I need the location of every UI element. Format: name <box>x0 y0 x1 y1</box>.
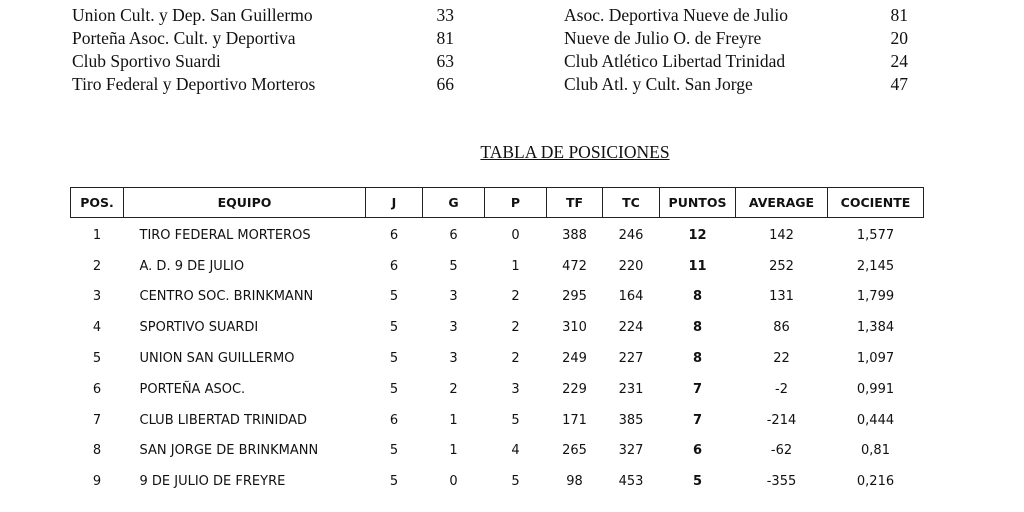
cell-average: 86 <box>773 320 790 336</box>
cell-pos: 2 <box>92 258 102 274</box>
cell-g: 3 <box>449 351 458 367</box>
col-header-j: J <box>366 188 423 218</box>
col-header-puntos: PUNTOS <box>660 188 736 218</box>
result-score: 47 <box>890 74 908 94</box>
cell-average: 142 <box>769 227 794 243</box>
cell-tf: 295 <box>562 289 587 305</box>
table-row <box>71 343 924 374</box>
result-score: 81 <box>890 5 908 25</box>
col-header-tc: TC <box>603 188 660 218</box>
cell-p: 1 <box>511 258 520 274</box>
cell-tc: 453 <box>618 474 644 490</box>
cell-g: 1 <box>449 443 458 459</box>
table-row <box>71 374 924 405</box>
cell-puntos: 8 <box>692 351 703 367</box>
cell-cociente: 1,384 <box>856 320 895 336</box>
result-team: Union Cult. y Dep. San Guillermo <box>72 5 313 25</box>
cell-cociente: 0,216 <box>856 474 895 490</box>
cell-puntos: 8 <box>692 320 703 336</box>
cell-cociente: 2,145 <box>856 258 895 274</box>
cell-tf: 388 <box>562 227 587 243</box>
cell-pos: 9 <box>92 474 102 490</box>
cell-tf: 98 <box>566 474 583 490</box>
cell-cociente: 0,444 <box>856 412 895 428</box>
cell-j: 6 <box>389 227 399 243</box>
cell-puntos: 7 <box>692 381 703 397</box>
cell-equipo: CENTRO SOC. BRINKMANN <box>139 289 314 305</box>
result-team: Tiro Federal y Deportivo Morteros <box>72 74 316 94</box>
cell-j: 6 <box>389 412 399 428</box>
table-row <box>71 251 924 282</box>
cell-pos: 4 <box>92 320 102 336</box>
cell-average: -355 <box>766 474 797 490</box>
cell-tf: 265 <box>562 443 587 459</box>
cell-puntos: 7 <box>692 412 703 428</box>
cell-pos: 3 <box>92 289 102 305</box>
result-score: 81 <box>436 28 454 48</box>
table-row <box>71 218 924 251</box>
cell-tc: 227 <box>618 351 644 367</box>
cell-j: 5 <box>389 474 399 490</box>
standings-title: TABLA DE POSICIONES <box>480 142 670 162</box>
cell-tc: 231 <box>618 381 644 397</box>
table-row <box>71 312 924 343</box>
cell-tf: 472 <box>562 258 587 274</box>
cell-equipo: SAN JORGE DE BRINKMANN <box>139 443 319 459</box>
cell-j: 5 <box>389 351 399 367</box>
cell-pos: 7 <box>92 412 102 428</box>
result-team: Club Sportivo Suardi <box>72 51 221 71</box>
cell-p: 0 <box>511 227 520 243</box>
cell-p: 2 <box>511 351 520 367</box>
cell-tf: 249 <box>562 351 587 367</box>
cell-cociente: 1,577 <box>856 227 895 243</box>
cell-cociente: 0,81 <box>861 443 890 459</box>
cell-j: 5 <box>389 443 399 459</box>
cell-g: 3 <box>449 320 458 336</box>
cell-g: 0 <box>449 474 458 490</box>
cell-g: 3 <box>449 289 458 305</box>
cell-pos: 5 <box>92 351 102 367</box>
cell-pos: 1 <box>92 227 102 243</box>
cell-g: 5 <box>449 258 458 274</box>
cell-pos: 8 <box>92 443 102 459</box>
cell-puntos: 6 <box>692 443 703 459</box>
table-row <box>71 466 924 497</box>
result-team: Porteña Asoc. Cult. y Deportiva <box>72 28 296 48</box>
cell-tf: 229 <box>562 381 587 397</box>
cell-g: 2 <box>449 381 458 397</box>
cell-p: 3 <box>511 381 520 397</box>
cell-tc: 164 <box>618 289 644 305</box>
cell-average: 252 <box>769 258 794 274</box>
cell-p: 2 <box>511 320 520 336</box>
col-header-equipo: EQUIPO <box>124 188 366 218</box>
cell-tc: 224 <box>618 320 644 336</box>
result-score: 66 <box>436 74 454 94</box>
cell-equipo: PORTEÑA ASOC. <box>139 381 246 397</box>
cell-tf: 171 <box>562 412 587 428</box>
cell-puntos: 12 <box>688 227 707 243</box>
cell-average: 131 <box>769 289 794 305</box>
cell-average: -62 <box>770 443 793 459</box>
result-team: Club Atl. y Cult. San Jorge <box>564 74 753 94</box>
result-score: 33 <box>436 5 454 25</box>
cell-p: 2 <box>511 289 520 305</box>
cell-equipo: A. D. 9 DE JULIO <box>139 258 245 274</box>
result-team: Nueve de Julio O. de Freyre <box>564 28 762 48</box>
result-score: 63 <box>436 51 454 71</box>
cell-tc: 385 <box>618 412 644 428</box>
result-score: 24 <box>890 51 908 71</box>
cell-average: 22 <box>773 351 790 367</box>
cell-equipo: SPORTIVO SUARDI <box>139 320 259 336</box>
table-row <box>71 436 924 467</box>
cell-equipo: CLUB LIBERTAD TRINIDAD <box>139 412 308 428</box>
cell-puntos: 5 <box>692 474 703 490</box>
cell-cociente: 1,097 <box>856 351 895 367</box>
result-team: Club Atlético Libertad Trinidad <box>564 51 786 71</box>
cell-average: -214 <box>766 412 797 428</box>
cell-cociente: 0,991 <box>856 381 895 397</box>
cell-j: 6 <box>389 258 399 274</box>
cell-p: 5 <box>511 474 520 490</box>
cell-g: 6 <box>449 227 458 243</box>
cell-j: 5 <box>389 381 399 397</box>
cell-p: 5 <box>511 412 520 428</box>
cell-tf: 310 <box>562 320 587 336</box>
standings-table <box>70 187 924 497</box>
result-team: Asoc. Deportiva Nueve de Julio <box>564 5 789 25</box>
table-row <box>71 405 924 436</box>
cell-j: 5 <box>389 320 399 336</box>
col-header-tf: TF <box>547 188 603 218</box>
cell-pos: 6 <box>92 381 102 397</box>
cell-tc: 220 <box>618 258 644 274</box>
col-header-cociente: COCIENTE <box>828 188 924 218</box>
table-row <box>71 282 924 313</box>
col-header-p: P <box>485 188 547 218</box>
cell-tc: 327 <box>618 443 644 459</box>
cell-equipo: UNION SAN GUILLERMO <box>139 351 295 367</box>
cell-cociente: 1,799 <box>856 289 895 305</box>
result-score: 20 <box>890 28 908 48</box>
cell-puntos: 8 <box>692 289 703 305</box>
table-header-row <box>71 188 924 218</box>
cell-equipo: 9 DE JULIO DE FREYRE <box>139 474 286 490</box>
col-header-average: AVERAGE <box>736 188 828 218</box>
cell-equipo: TIRO FEDERAL MORTEROS <box>139 227 311 243</box>
cell-g: 1 <box>449 412 458 428</box>
cell-p: 4 <box>511 443 520 459</box>
col-header-g: G <box>423 188 485 218</box>
cell-puntos: 11 <box>688 258 707 274</box>
cell-average: -2 <box>775 381 788 397</box>
col-header-pos: POS. <box>71 188 124 218</box>
cell-j: 5 <box>389 289 399 305</box>
cell-tc: 246 <box>618 227 644 243</box>
